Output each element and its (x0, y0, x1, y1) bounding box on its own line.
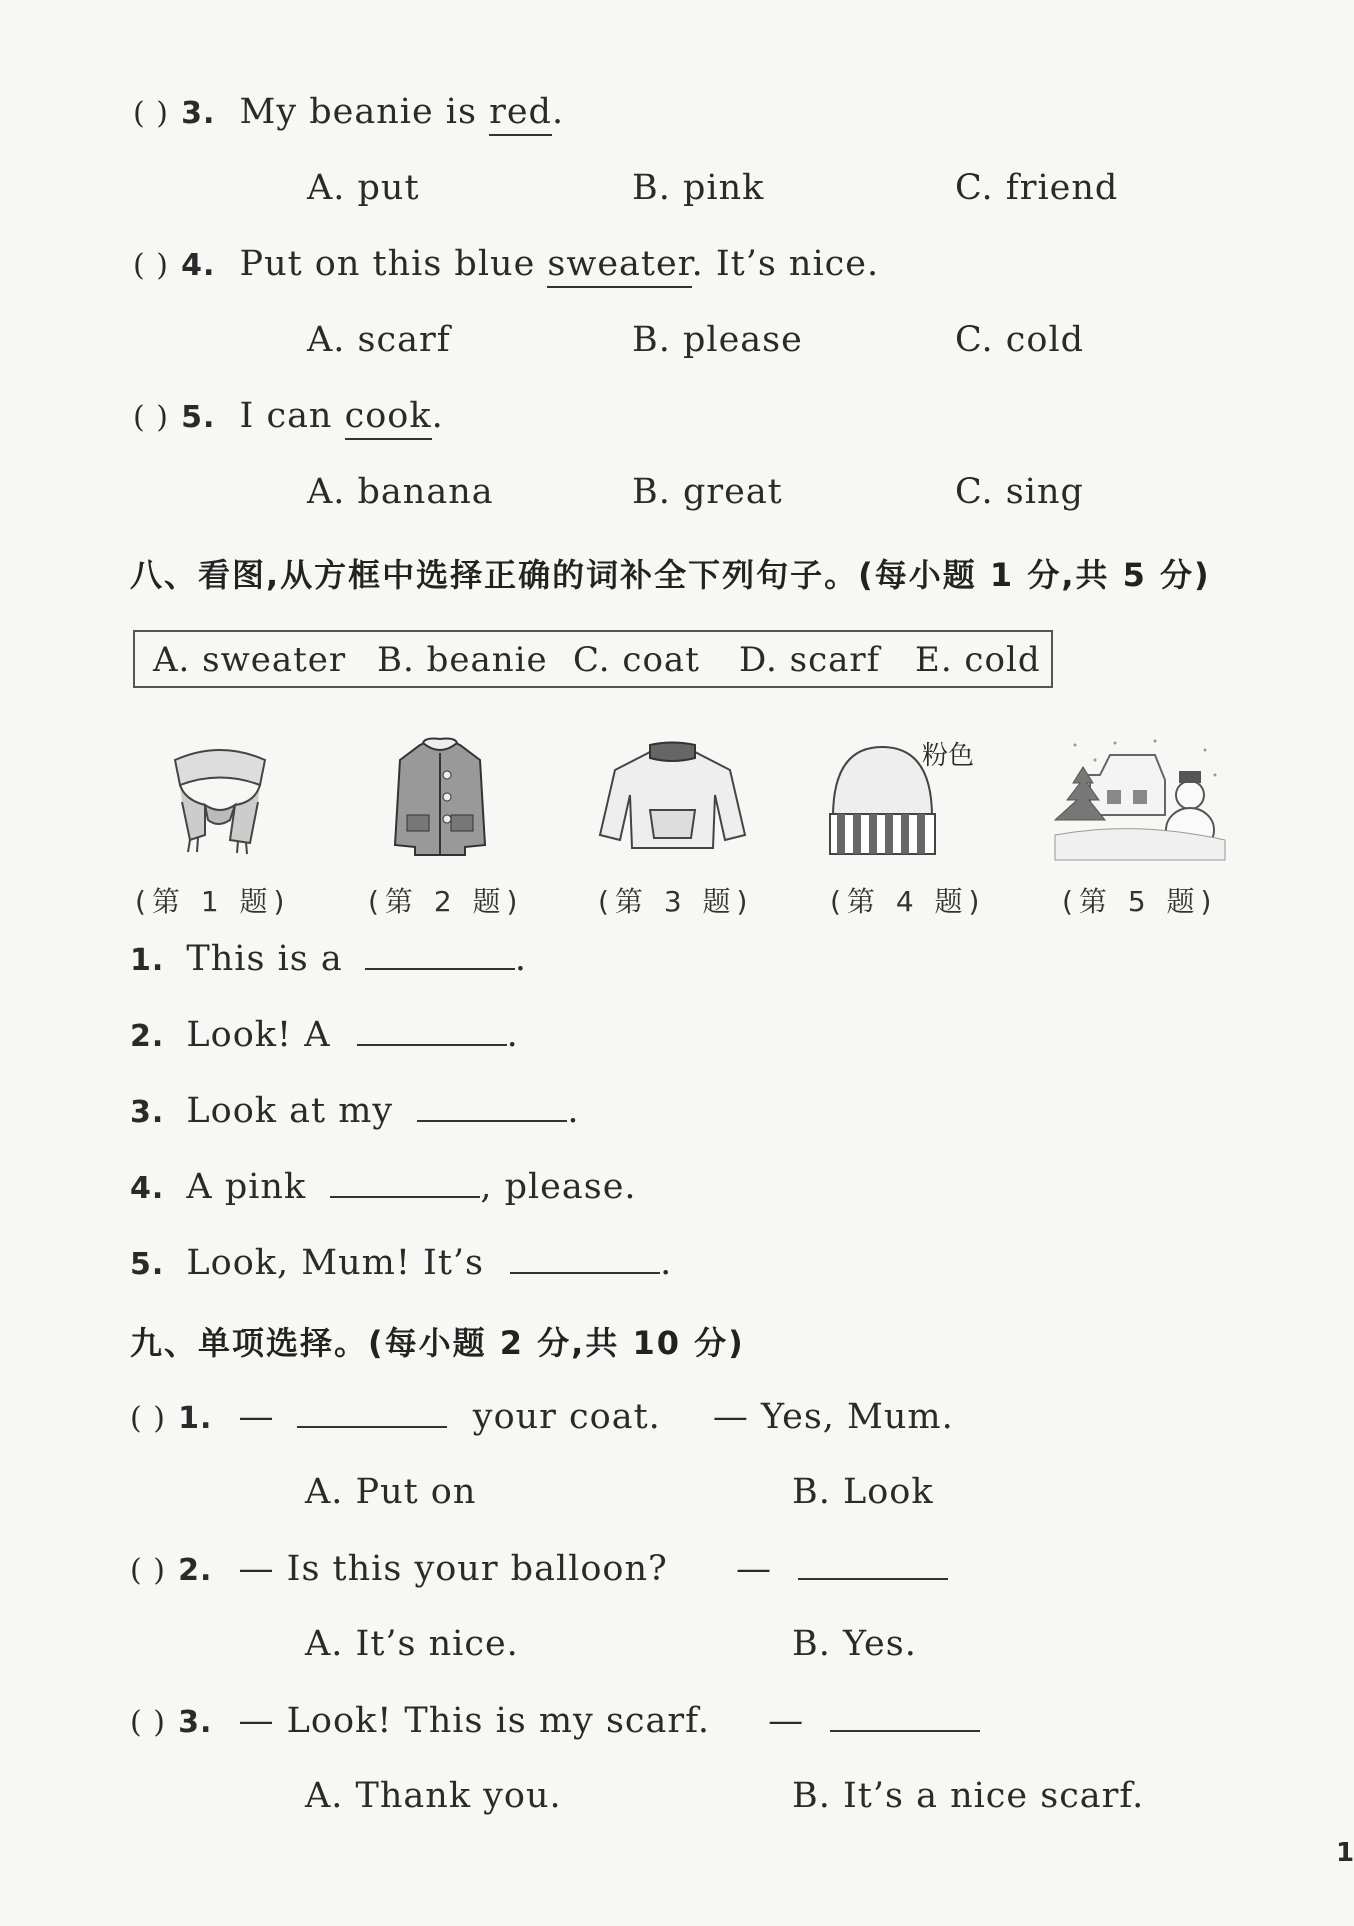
question-dash: — (238, 1397, 275, 1437)
question-number: 5. (181, 400, 216, 435)
answer-paren[interactable]: ( ) (130, 1705, 166, 1740)
q9-3 (130, 1700, 980, 1741)
q7-3 (133, 92, 564, 132)
fill-sentence-5 (130, 1242, 672, 1283)
answer-paren[interactable]: ( ) (133, 96, 169, 131)
picture-caption: (第 3 题) (598, 885, 754, 918)
picture-caption: (第 2 题) (368, 885, 524, 918)
question-text: My beanie is (239, 92, 490, 132)
fill-sentence-2 (130, 1014, 519, 1055)
answer-blank[interactable] (365, 938, 515, 970)
option-c[interactable]: C. friend (955, 168, 1119, 208)
answer-paren[interactable]: ( ) (133, 248, 169, 283)
question-number: 4. (181, 248, 216, 283)
answer-blank[interactable] (357, 1014, 507, 1046)
question-dash: — (735, 1549, 772, 1589)
q9-1 (130, 1396, 954, 1437)
sentence-end: . (506, 1015, 519, 1055)
q7-5 (133, 396, 444, 436)
sentence-number: 4. (130, 1171, 165, 1206)
question-text-end: . (431, 396, 444, 436)
sentence-end: , please. (480, 1167, 637, 1207)
sentence-text: This is a (186, 939, 343, 979)
sentence-end: . (567, 1091, 580, 1131)
underlined-word: sweater (547, 244, 691, 288)
sentence-text: Look at my (186, 1091, 394, 1131)
question-text: — Look! This is my scarf. (238, 1701, 710, 1741)
option-b[interactable]: B. please (632, 320, 803, 360)
question-text: — Is this your balloon? (238, 1549, 668, 1589)
underlined-word: cook (345, 396, 432, 440)
sentence-text: Look, Mum! It’s (186, 1243, 485, 1283)
picture-caption: (第 4 题) (830, 885, 986, 918)
option-c[interactable]: C. sing (955, 472, 1084, 512)
fill-sentence-1 (130, 938, 527, 979)
section-8-heading: 八、看图,从方框中选择正确的词补全下列句子。(每小题 1 分,共 5 分) (130, 556, 1211, 594)
word-box-item: C. coat (573, 640, 700, 680)
fill-sentence-3 (130, 1090, 579, 1131)
coat-icon (385, 735, 495, 860)
answer-blank[interactable] (510, 1242, 660, 1274)
page-number: 1 (1336, 1838, 1354, 1868)
sentence-number: 3. (130, 1095, 165, 1130)
question-text: I can (239, 396, 345, 436)
option-b[interactable]: B. Look (792, 1472, 934, 1512)
question-dash: — (768, 1701, 805, 1741)
question-reply: — Yes, Mum. (712, 1397, 954, 1437)
snowy-house-icon (1055, 735, 1225, 860)
answer-paren[interactable]: ( ) (130, 1553, 166, 1588)
question-text-end: . (551, 92, 565, 132)
option-c[interactable]: C. cold (955, 320, 1085, 360)
option-a[interactable]: A. put (307, 168, 420, 208)
answer-blank[interactable] (330, 1166, 480, 1198)
answer-paren[interactable]: ( ) (130, 1401, 166, 1436)
option-a[interactable]: A. scarf (307, 320, 451, 360)
word-box-item: B. beanie (377, 640, 548, 680)
sentence-number: 1. (130, 943, 165, 978)
word-box (133, 630, 1053, 688)
picture-caption: (第 5 题) (1062, 885, 1218, 918)
fill-sentence-4 (130, 1166, 637, 1207)
scarf-icon (160, 740, 280, 860)
color-label: 粉色 (922, 741, 975, 771)
sentence-number: 5. (130, 1247, 165, 1282)
q9-2 (130, 1548, 948, 1589)
answer-paren[interactable]: ( ) (133, 400, 169, 435)
option-a[interactable]: A. It’s nice. (305, 1624, 519, 1664)
option-a[interactable]: A. Put on (305, 1472, 477, 1512)
question-number: 1. (178, 1401, 213, 1436)
sentence-end: . (514, 939, 528, 979)
question-number: 3. (181, 96, 216, 131)
question-text: Put on this blue (239, 244, 548, 284)
question-text-end: . It’s nice. (691, 244, 880, 284)
answer-blank[interactable] (830, 1700, 980, 1732)
sweater-icon (595, 740, 750, 855)
answer-blank[interactable] (798, 1548, 948, 1580)
option-b[interactable]: B. It’s a nice scarf. (792, 1776, 1145, 1816)
answer-blank[interactable] (417, 1090, 567, 1122)
question-text: your coat. (472, 1397, 661, 1437)
picture-caption: (第 1 题) (135, 885, 291, 918)
section-9-heading: 九、单项选择。(每小题 2 分,共 10 分) (130, 1324, 745, 1362)
option-a[interactable]: A. Thank you. (305, 1776, 562, 1816)
option-a[interactable]: A. banana (307, 472, 494, 512)
word-box-item: D. scarf (739, 640, 881, 680)
question-number: 3. (178, 1705, 213, 1740)
word-box-item: A. sweater (153, 640, 347, 680)
underlined-word: red (489, 92, 552, 136)
answer-blank[interactable] (297, 1396, 447, 1428)
question-number: 2. (178, 1553, 213, 1588)
option-b[interactable]: B. great (632, 472, 783, 512)
option-b[interactable]: B. Yes. (792, 1624, 917, 1664)
sentence-number: 2. (130, 1019, 165, 1054)
option-b[interactable]: B. pink (632, 168, 765, 208)
word-box-item: E. cold (915, 640, 1041, 680)
sentence-text: A pink (186, 1167, 307, 1207)
sentence-text: Look! A (186, 1015, 331, 1055)
q7-4 (133, 244, 879, 284)
sentence-end: . (660, 1243, 673, 1283)
